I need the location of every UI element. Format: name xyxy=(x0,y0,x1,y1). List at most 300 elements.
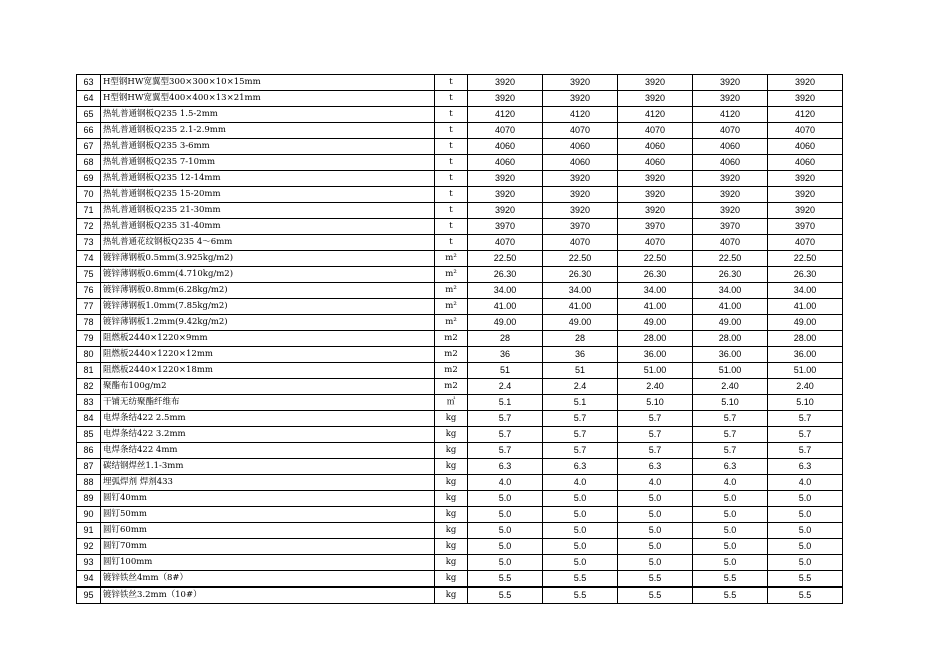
table-row xyxy=(77,123,843,139)
row-number: 67 xyxy=(77,139,101,155)
unit-cell: kg xyxy=(435,475,468,491)
price-cell-3: 34.00 xyxy=(618,283,693,299)
row-number: 63 xyxy=(77,75,101,91)
row-number: 94 xyxy=(77,571,101,588)
table-row xyxy=(77,475,843,491)
unit-cell: kg xyxy=(435,571,468,588)
row-number: 64 xyxy=(77,91,101,107)
unit-cell: kg xyxy=(435,555,468,571)
table-row xyxy=(77,347,843,363)
price-cell-4: 5.7 xyxy=(693,427,768,443)
material-name: 圆钉40mm xyxy=(101,491,435,507)
price-cell-1: 22.50 xyxy=(468,251,543,267)
price-cell-1: 4070 xyxy=(468,123,543,139)
price-cell-3: 5.0 xyxy=(618,491,693,507)
price-cell-2: 5.0 xyxy=(543,523,618,539)
table-row xyxy=(77,171,843,187)
table-row xyxy=(77,107,843,123)
price-cell-1: 49.00 xyxy=(468,315,543,331)
row-number: 74 xyxy=(77,251,101,267)
price-cell-1: 5.7 xyxy=(468,443,543,459)
price-cell-2: 3970 xyxy=(543,219,618,235)
price-cell-5: 5.0 xyxy=(768,507,843,523)
material-name: H型钢HW宽翼型400×400×13×21mm xyxy=(101,91,435,107)
material-name: 热轧普通钢板Q235 15-20mm xyxy=(101,187,435,203)
price-cell-5: 49.00 xyxy=(768,315,843,331)
unit-cell: t xyxy=(435,235,468,251)
price-cell-1: 4060 xyxy=(468,139,543,155)
price-cell-4: 36.00 xyxy=(693,347,768,363)
material-name: 圆钉60mm xyxy=(101,523,435,539)
row-number: 73 xyxy=(77,235,101,251)
unit-cell: m2 xyxy=(435,379,468,395)
price-cell-4: 26.30 xyxy=(693,267,768,283)
material-name: 热轧普通钢板Q235 1.5-2mm xyxy=(101,107,435,123)
table-row xyxy=(77,427,843,443)
price-cell-5: 3920 xyxy=(768,75,843,91)
price-cell-3: 3970 xyxy=(618,219,693,235)
price-cell-3: 49.00 xyxy=(618,315,693,331)
row-number: 75 xyxy=(77,267,101,283)
table-row xyxy=(77,235,843,251)
price-cell-3: 4060 xyxy=(618,139,693,155)
unit-cell: m² xyxy=(435,299,468,315)
unit-cell: t xyxy=(435,123,468,139)
price-cell-1: 5.1 xyxy=(468,395,543,411)
price-cell-1: 3920 xyxy=(468,187,543,203)
price-cell-5: 3920 xyxy=(768,187,843,203)
material-name: 聚酯布100g/m2 xyxy=(101,379,435,395)
price-cell-2: 3920 xyxy=(543,203,618,219)
price-cell-2: 3920 xyxy=(543,187,618,203)
table-row xyxy=(77,315,843,331)
material-name: 镀锌薄钢板0.6mm(4.710kg/m2) xyxy=(101,267,435,283)
row-number: 86 xyxy=(77,443,101,459)
table-row xyxy=(77,331,843,347)
price-cell-1: 3970 xyxy=(468,219,543,235)
table-row xyxy=(77,283,843,299)
price-cell-5: 4.0 xyxy=(768,475,843,491)
price-cell-4: 5.0 xyxy=(693,491,768,507)
price-cell-5: 6.3 xyxy=(768,459,843,475)
price-cell-4: 49.00 xyxy=(693,315,768,331)
price-cell-2: 5.0 xyxy=(543,539,618,555)
table-row xyxy=(77,507,843,523)
row-number: 93 xyxy=(77,555,101,571)
material-name: 热轧普通钢板Q235 7-10mm xyxy=(101,155,435,171)
price-cell-3: 5.7 xyxy=(618,443,693,459)
price-cell-1: 5.5 xyxy=(468,571,543,588)
price-cell-5: 3920 xyxy=(768,171,843,187)
material-name: 热轧普通钢板Q235 2.1-2.9mm xyxy=(101,123,435,139)
price-cell-1: 5.7 xyxy=(468,427,543,443)
price-cell-4: 34.00 xyxy=(693,283,768,299)
unit-cell: ㎡ xyxy=(435,395,468,411)
price-cell-5: 5.0 xyxy=(768,539,843,555)
price-cell-2: 4060 xyxy=(543,155,618,171)
unit-cell: t xyxy=(435,155,468,171)
row-number: 69 xyxy=(77,171,101,187)
price-cell-5: 5.5 xyxy=(768,587,843,604)
material-name: H型钢HW宽翼型300×300×10×15mm xyxy=(101,75,435,91)
unit-cell: kg xyxy=(435,491,468,507)
price-cell-4: 3920 xyxy=(693,91,768,107)
unit-cell: m² xyxy=(435,251,468,267)
price-cell-1: 34.00 xyxy=(468,283,543,299)
price-cell-5: 3920 xyxy=(768,91,843,107)
table-row xyxy=(77,91,843,107)
price-cell-4: 5.5 xyxy=(693,571,768,588)
price-cell-4: 5.0 xyxy=(693,523,768,539)
material-name: 阻燃板2440×1220×9mm xyxy=(101,331,435,347)
price-cell-2: 6.3 xyxy=(543,459,618,475)
row-number: 85 xyxy=(77,427,101,443)
table-row xyxy=(77,443,843,459)
price-cell-4: 51.00 xyxy=(693,363,768,379)
row-number: 92 xyxy=(77,539,101,555)
material-name: 镀锌薄钢板1.2mm(9.42kg/m2) xyxy=(101,315,435,331)
table-body xyxy=(77,75,843,604)
price-cell-5: 36.00 xyxy=(768,347,843,363)
row-number: 95 xyxy=(77,587,101,604)
price-cell-1: 5.7 xyxy=(468,411,543,427)
price-cell-1: 5.0 xyxy=(468,507,543,523)
table-row xyxy=(77,539,843,555)
price-cell-3: 5.0 xyxy=(618,507,693,523)
price-cell-2: 28 xyxy=(543,331,618,347)
material-name: 镀锌薄钢板0.5mm(3.925kg/m2) xyxy=(101,251,435,267)
unit-cell: t xyxy=(435,171,468,187)
row-number: 81 xyxy=(77,363,101,379)
price-cell-5: 5.7 xyxy=(768,427,843,443)
table-row xyxy=(77,395,843,411)
row-number: 89 xyxy=(77,491,101,507)
row-number: 79 xyxy=(77,331,101,347)
price-cell-3: 4.0 xyxy=(618,475,693,491)
unit-cell: kg xyxy=(435,411,468,427)
unit-cell: t xyxy=(435,91,468,107)
price-cell-1: 26.30 xyxy=(468,267,543,283)
price-cell-5: 4060 xyxy=(768,155,843,171)
table-row xyxy=(77,491,843,507)
price-cell-2: 51 xyxy=(543,363,618,379)
material-price-table xyxy=(76,74,843,604)
price-cell-5: 22.50 xyxy=(768,251,843,267)
price-table-sheet xyxy=(76,74,843,604)
price-cell-1: 5.0 xyxy=(468,555,543,571)
price-cell-2: 5.5 xyxy=(543,587,618,604)
price-cell-1: 5.0 xyxy=(468,523,543,539)
price-cell-5: 3970 xyxy=(768,219,843,235)
price-cell-1: 5.0 xyxy=(468,539,543,555)
price-cell-3: 3920 xyxy=(618,75,693,91)
price-cell-3: 3920 xyxy=(618,171,693,187)
material-name: 电焊条结422 3.2mm xyxy=(101,427,435,443)
material-name: 镀锌薄钢板1.0mm(7.85kg/m2) xyxy=(101,299,435,315)
price-cell-2: 5.7 xyxy=(543,411,618,427)
table-row xyxy=(77,523,843,539)
price-cell-4: 3920 xyxy=(693,187,768,203)
unit-cell: m2 xyxy=(435,331,468,347)
price-cell-5: 5.7 xyxy=(768,443,843,459)
price-cell-3: 22.50 xyxy=(618,251,693,267)
unit-cell: kg xyxy=(435,539,468,555)
price-cell-2: 3920 xyxy=(543,91,618,107)
price-cell-5: 4120 xyxy=(768,107,843,123)
material-name: 电焊条结422 4mm xyxy=(101,443,435,459)
price-cell-1: 4120 xyxy=(468,107,543,123)
price-cell-5: 5.5 xyxy=(768,571,843,588)
price-cell-3: 5.5 xyxy=(618,587,693,604)
price-cell-5: 28.00 xyxy=(768,331,843,347)
price-cell-2: 26.30 xyxy=(543,267,618,283)
row-number: 82 xyxy=(77,379,101,395)
table-row xyxy=(77,363,843,379)
price-cell-3: 51.00 xyxy=(618,363,693,379)
price-cell-2: 3920 xyxy=(543,171,618,187)
price-cell-5: 26.30 xyxy=(768,267,843,283)
price-cell-2: 41.00 xyxy=(543,299,618,315)
price-cell-5: 3920 xyxy=(768,203,843,219)
price-cell-2: 5.7 xyxy=(543,443,618,459)
price-cell-4: 4120 xyxy=(693,107,768,123)
price-cell-4: 3920 xyxy=(693,171,768,187)
row-number: 76 xyxy=(77,283,101,299)
unit-cell: m2 xyxy=(435,363,468,379)
row-number: 87 xyxy=(77,459,101,475)
table-row xyxy=(77,155,843,171)
price-cell-2: 5.0 xyxy=(543,491,618,507)
unit-cell: kg xyxy=(435,507,468,523)
price-cell-5: 5.0 xyxy=(768,491,843,507)
unit-cell: t xyxy=(435,139,468,155)
price-cell-1: 3920 xyxy=(468,171,543,187)
unit-cell: m² xyxy=(435,315,468,331)
price-cell-2: 3920 xyxy=(543,75,618,91)
unit-cell: t xyxy=(435,107,468,123)
price-cell-1: 5.0 xyxy=(468,491,543,507)
price-cell-3: 26.30 xyxy=(618,267,693,283)
price-cell-3: 4070 xyxy=(618,123,693,139)
price-cell-2: 4.0 xyxy=(543,475,618,491)
table-row xyxy=(77,75,843,91)
row-number: 66 xyxy=(77,123,101,139)
unit-cell: t xyxy=(435,187,468,203)
unit-cell: kg xyxy=(435,587,468,604)
price-cell-4: 4070 xyxy=(693,123,768,139)
price-cell-2: 22.50 xyxy=(543,251,618,267)
price-cell-1: 6.3 xyxy=(468,459,543,475)
price-cell-2: 5.1 xyxy=(543,395,618,411)
material-name: 热轧普通钢板Q235 21-30mm xyxy=(101,203,435,219)
material-name: 阻燃板2440×1220×12mm xyxy=(101,347,435,363)
table-row xyxy=(77,187,843,203)
price-cell-3: 5.7 xyxy=(618,411,693,427)
price-cell-3: 3920 xyxy=(618,91,693,107)
price-cell-1: 28 xyxy=(468,331,543,347)
price-cell-2: 4060 xyxy=(543,139,618,155)
price-cell-5: 4070 xyxy=(768,123,843,139)
price-cell-4: 5.7 xyxy=(693,443,768,459)
price-cell-2: 36 xyxy=(543,347,618,363)
unit-cell: t xyxy=(435,75,468,91)
price-cell-5: 5.0 xyxy=(768,555,843,571)
row-number: 72 xyxy=(77,219,101,235)
price-cell-4: 3920 xyxy=(693,203,768,219)
price-cell-2: 4070 xyxy=(543,123,618,139)
unit-cell: t xyxy=(435,203,468,219)
table-row xyxy=(77,299,843,315)
price-cell-1: 4060 xyxy=(468,155,543,171)
price-cell-4: 28.00 xyxy=(693,331,768,347)
material-name: 热轧普通钢板Q235 31-40mm xyxy=(101,219,435,235)
price-cell-4: 22.50 xyxy=(693,251,768,267)
material-name: 镀锌薄钢板0.8mm(6.28kg/m2) xyxy=(101,283,435,299)
table-row xyxy=(77,219,843,235)
price-cell-4: 5.0 xyxy=(693,507,768,523)
material-name: 电焊条结422 2.5mm xyxy=(101,411,435,427)
table-row xyxy=(77,267,843,283)
price-cell-1: 3920 xyxy=(468,75,543,91)
price-cell-4: 2.40 xyxy=(693,379,768,395)
material-name: 热轧普通钢板Q235 12-14mm xyxy=(101,171,435,187)
price-cell-2: 34.00 xyxy=(543,283,618,299)
price-cell-3: 5.10 xyxy=(618,395,693,411)
table-row xyxy=(77,587,843,604)
price-cell-3: 5.0 xyxy=(618,539,693,555)
price-cell-5: 41.00 xyxy=(768,299,843,315)
price-cell-4: 41.00 xyxy=(693,299,768,315)
price-cell-3: 36.00 xyxy=(618,347,693,363)
unit-cell: m2 xyxy=(435,347,468,363)
row-number: 65 xyxy=(77,107,101,123)
price-cell-4: 3920 xyxy=(693,75,768,91)
table-row xyxy=(77,379,843,395)
price-cell-2: 49.00 xyxy=(543,315,618,331)
price-cell-1: 4.0 xyxy=(468,475,543,491)
price-cell-4: 4060 xyxy=(693,155,768,171)
row-number: 80 xyxy=(77,347,101,363)
price-cell-2: 4120 xyxy=(543,107,618,123)
table-row xyxy=(77,411,843,427)
material-name: 热轧普通花纹钢板Q235 4～6mm xyxy=(101,235,435,251)
price-cell-3: 2.40 xyxy=(618,379,693,395)
price-cell-4: 5.0 xyxy=(693,539,768,555)
unit-cell: kg xyxy=(435,427,468,443)
row-number: 90 xyxy=(77,507,101,523)
material-name: 镀锌铁丝4mm（8#） xyxy=(101,571,435,588)
price-cell-3: 4120 xyxy=(618,107,693,123)
price-cell-1: 2.4 xyxy=(468,379,543,395)
price-cell-5: 5.0 xyxy=(768,523,843,539)
price-cell-4: 5.10 xyxy=(693,395,768,411)
price-cell-5: 5.7 xyxy=(768,411,843,427)
price-cell-5: 4070 xyxy=(768,235,843,251)
row-number: 88 xyxy=(77,475,101,491)
price-cell-4: 4.0 xyxy=(693,475,768,491)
material-name: 热轧普通钢板Q235 3-6mm xyxy=(101,139,435,155)
unit-cell: kg xyxy=(435,459,468,475)
price-cell-3: 5.0 xyxy=(618,555,693,571)
row-number: 78 xyxy=(77,315,101,331)
material-name: 镀锌铁丝3.2mm（10#） xyxy=(101,587,435,604)
price-cell-3: 6.3 xyxy=(618,459,693,475)
material-name: 阻燃板2440×1220×18mm xyxy=(101,363,435,379)
table-row xyxy=(77,555,843,571)
price-cell-3: 41.00 xyxy=(618,299,693,315)
material-name: 碳结钢焊丝1.1-3mm xyxy=(101,459,435,475)
material-name: 干铺无纺聚酯纤维布 xyxy=(101,395,435,411)
material-name: 圆钉50mm xyxy=(101,507,435,523)
material-name: 圆钉100mm xyxy=(101,555,435,571)
price-cell-3: 5.7 xyxy=(618,427,693,443)
price-cell-3: 4070 xyxy=(618,235,693,251)
price-cell-1: 36 xyxy=(468,347,543,363)
price-cell-3: 28.00 xyxy=(618,331,693,347)
price-cell-4: 4070 xyxy=(693,235,768,251)
price-cell-3: 5.0 xyxy=(618,523,693,539)
row-number: 68 xyxy=(77,155,101,171)
unit-cell: m² xyxy=(435,283,468,299)
table-row xyxy=(77,139,843,155)
price-cell-4: 5.5 xyxy=(693,587,768,604)
material-name: 埋弧焊剂 焊剂433 xyxy=(101,475,435,491)
price-cell-3: 3920 xyxy=(618,187,693,203)
unit-cell: kg xyxy=(435,443,468,459)
table-row xyxy=(77,571,843,588)
price-cell-5: 34.00 xyxy=(768,283,843,299)
price-cell-3: 3920 xyxy=(618,203,693,219)
price-cell-5: 2.40 xyxy=(768,379,843,395)
table-row xyxy=(77,203,843,219)
price-cell-1: 3920 xyxy=(468,203,543,219)
price-cell-4: 5.0 xyxy=(693,555,768,571)
price-cell-2: 5.7 xyxy=(543,427,618,443)
row-number: 83 xyxy=(77,395,101,411)
price-cell-2: 5.0 xyxy=(543,507,618,523)
price-cell-1: 51 xyxy=(468,363,543,379)
unit-cell: t xyxy=(435,219,468,235)
unit-cell: kg xyxy=(435,523,468,539)
price-cell-4: 6.3 xyxy=(693,459,768,475)
price-cell-5: 5.10 xyxy=(768,395,843,411)
price-cell-1: 5.5 xyxy=(468,587,543,604)
price-cell-4: 4060 xyxy=(693,139,768,155)
row-number: 91 xyxy=(77,523,101,539)
price-cell-4: 5.7 xyxy=(693,411,768,427)
unit-cell: m² xyxy=(435,267,468,283)
material-name: 圆钉70mm xyxy=(101,539,435,555)
price-cell-1: 4070 xyxy=(468,235,543,251)
price-cell-3: 4060 xyxy=(618,155,693,171)
row-number: 71 xyxy=(77,203,101,219)
table-row xyxy=(77,251,843,267)
price-cell-5: 4060 xyxy=(768,139,843,155)
row-number: 84 xyxy=(77,411,101,427)
price-cell-2: 2.4 xyxy=(543,379,618,395)
price-cell-5: 51.00 xyxy=(768,363,843,379)
price-cell-2: 5.0 xyxy=(543,555,618,571)
row-number: 70 xyxy=(77,187,101,203)
price-cell-2: 4070 xyxy=(543,235,618,251)
price-cell-1: 3920 xyxy=(468,91,543,107)
table-row xyxy=(77,459,843,475)
price-cell-4: 3970 xyxy=(693,219,768,235)
price-cell-3: 5.5 xyxy=(618,571,693,588)
price-cell-2: 5.5 xyxy=(543,571,618,588)
price-cell-1: 41.00 xyxy=(468,299,543,315)
row-number: 77 xyxy=(77,299,101,315)
